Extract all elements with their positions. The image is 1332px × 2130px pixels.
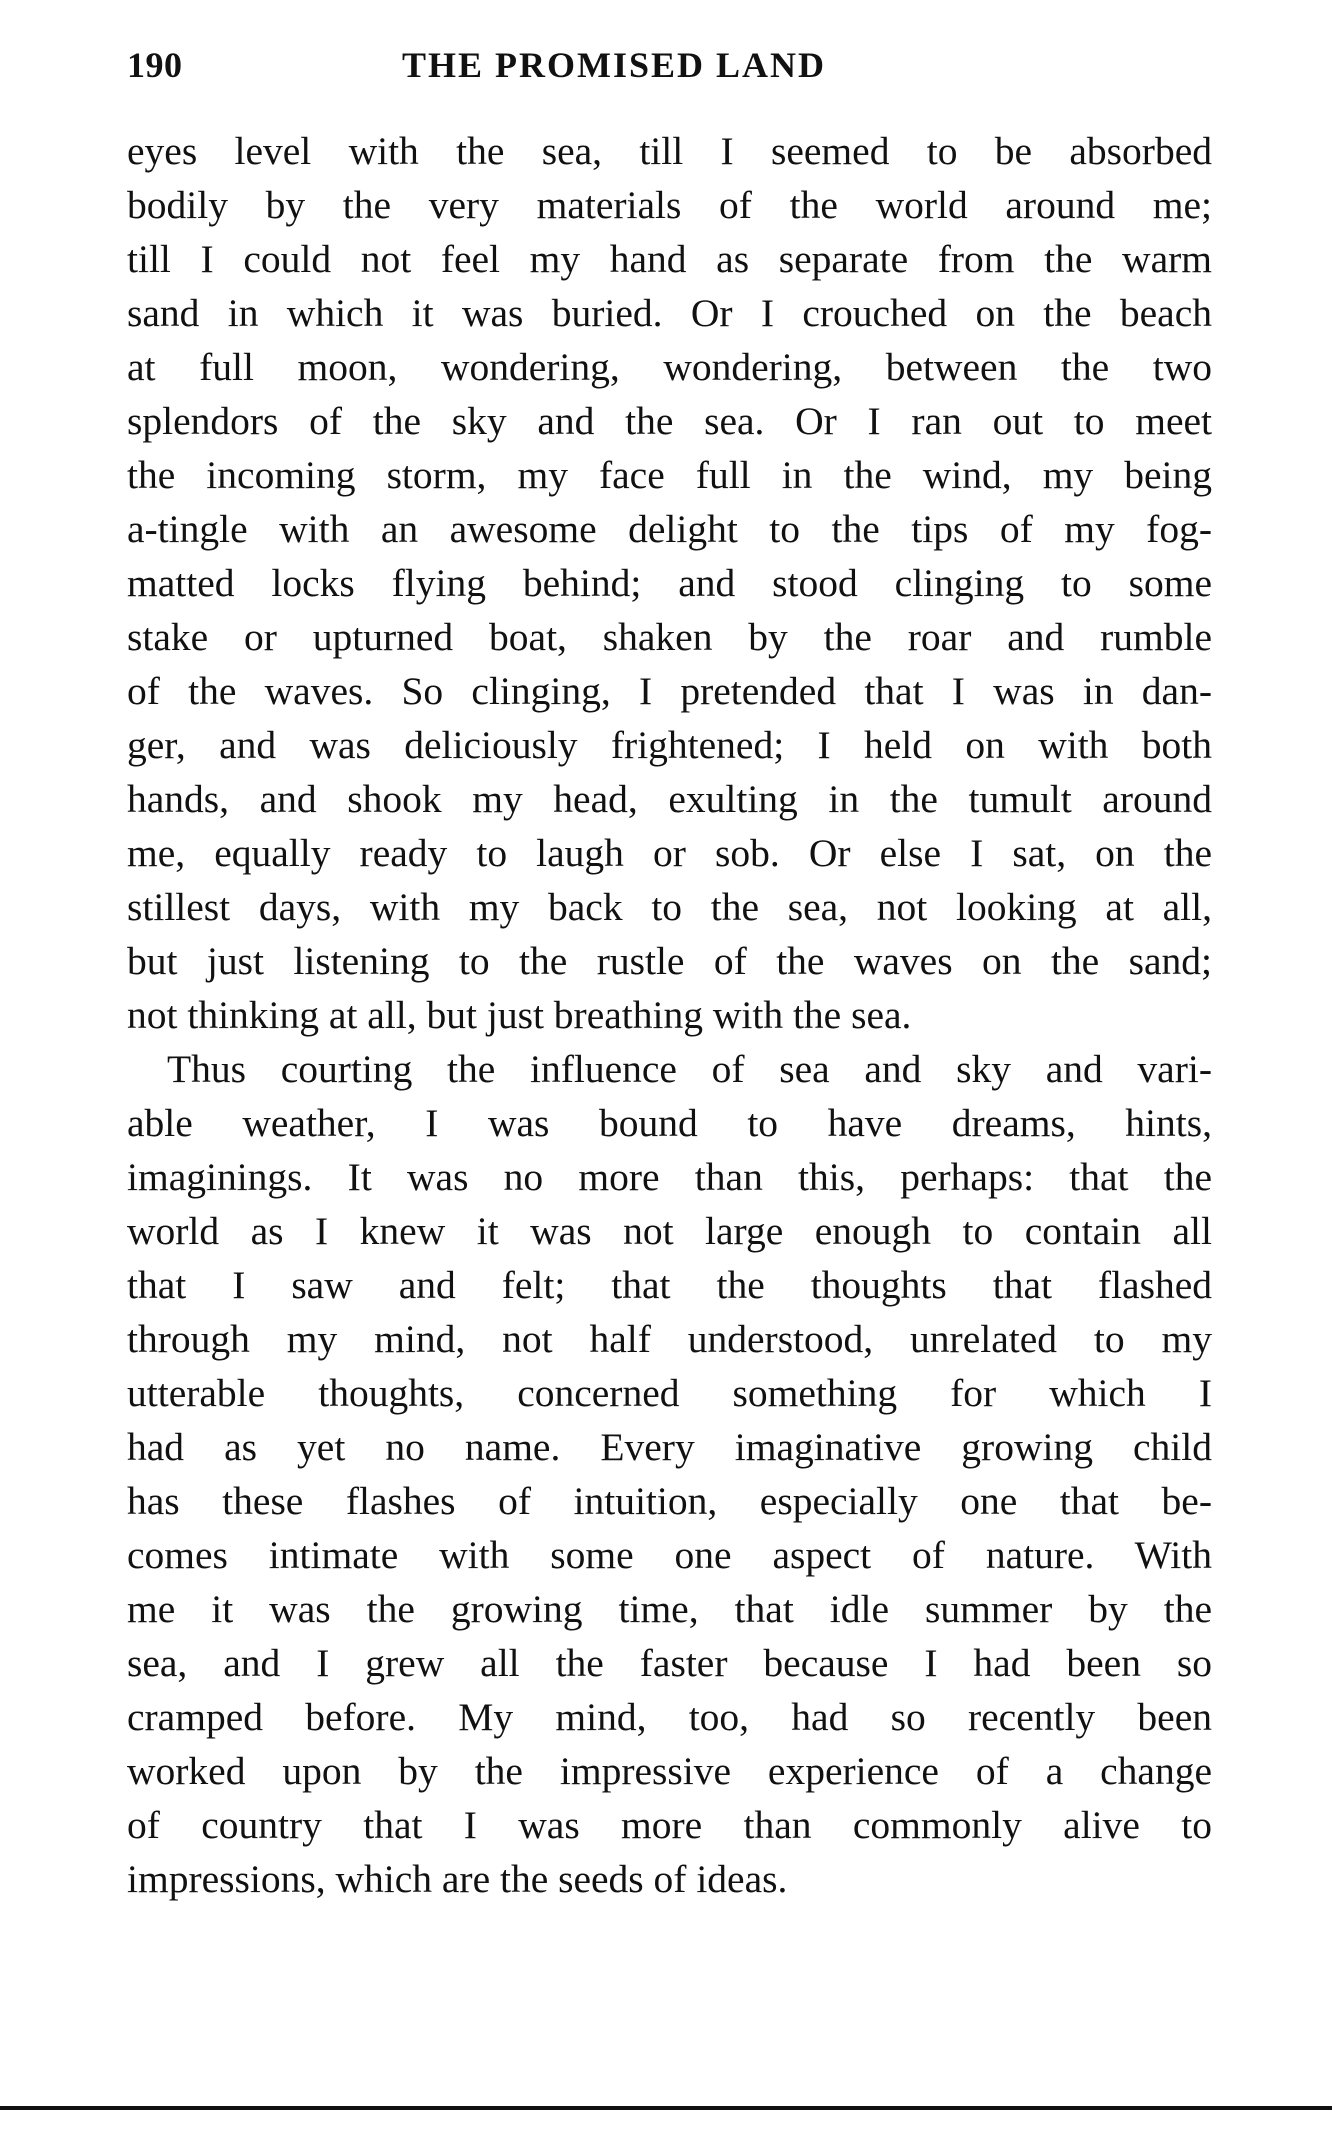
text-line: till I could not feel my hand as separate from the warm (127, 237, 1212, 281)
text-line: not thinking at all, but just breathing with the sea. (127, 993, 912, 1037)
text-line: imaginings. It was no more than this, perhaps: that the (127, 1155, 1212, 1199)
text-line: world as I knew it was not large enough to contain all (127, 1209, 1212, 1253)
body-text (127, 124, 1212, 1906)
text-line: cramped before. My mind, too, had so recently been (127, 1695, 1212, 1739)
text-line: hands, and shook my head, exulting in the tumult around (127, 777, 1212, 821)
text-line: but just listening to the rustle of the waves on the sand; (127, 939, 1212, 983)
text-line: me, equally ready to laugh or sob. Or else I sat, on the (127, 831, 1212, 875)
text-line: stake or upturned boat, shaken by the roar and rumble (127, 615, 1212, 659)
text-line: has these flashes of intuition, especially one that be- (127, 1479, 1212, 1523)
text-line: had as yet no name. Every imaginative growing child (127, 1425, 1212, 1469)
text-line: bodily by the very materials of the world around me; (127, 183, 1212, 227)
text-line: of country that I was more than commonly alive to (127, 1803, 1212, 1847)
text-line: matted locks flying behind; and stood clinging to some (127, 561, 1212, 605)
text-line: impressions, which are the seeds of ideas. (127, 1857, 788, 1901)
text-line: sea, and I grew all the faster because I had been so (127, 1641, 1212, 1685)
text-line: splendors of the sky and the sea. Or I ran out to meet (127, 399, 1212, 443)
text-line: sand in which it was buried. Or I crouched on the beach (127, 291, 1212, 335)
text-line: Thus courting the influence of sea and sky and vari- (167, 1047, 1212, 1091)
page-number: 190 (127, 45, 183, 85)
book-title: THE PROMISED LAND (402, 45, 827, 85)
text-line: a-tingle with an awesome delight to the tips of my fog- (127, 507, 1212, 551)
text-line: ger, and was deliciously frightened; I held on with both (127, 723, 1212, 767)
text-line: eyes level with the sea, till I seemed to be absorbed (127, 129, 1212, 173)
text-line: of the waves. So clinging, I pretended that I was in dan- (127, 669, 1212, 713)
text-line: the incoming storm, my face full in the wind, my being (127, 453, 1212, 497)
text-line: able weather, I was bound to have dreams, hints, (127, 1101, 1212, 1145)
running-head (127, 44, 1212, 94)
text-line: comes intimate with some one aspect of nature. With (127, 1533, 1212, 1577)
text-line: me it was the growing time, that idle summer by the (127, 1587, 1212, 1631)
text-line: utterable thoughts, concerned something for which I (127, 1371, 1212, 1415)
text-line: that I saw and felt; that the thoughts that flashed (127, 1263, 1212, 1307)
bottom-rule (0, 2106, 1332, 2110)
text-line: at full moon, wondering, wondering, between the two (127, 345, 1212, 389)
text-line: through my mind, not half understood, unrelated to my (127, 1317, 1212, 1361)
text-line: worked upon by the impressive experience of a change (127, 1749, 1212, 1793)
text-line: stillest days, with my back to the sea, not looking at all, (127, 885, 1212, 929)
